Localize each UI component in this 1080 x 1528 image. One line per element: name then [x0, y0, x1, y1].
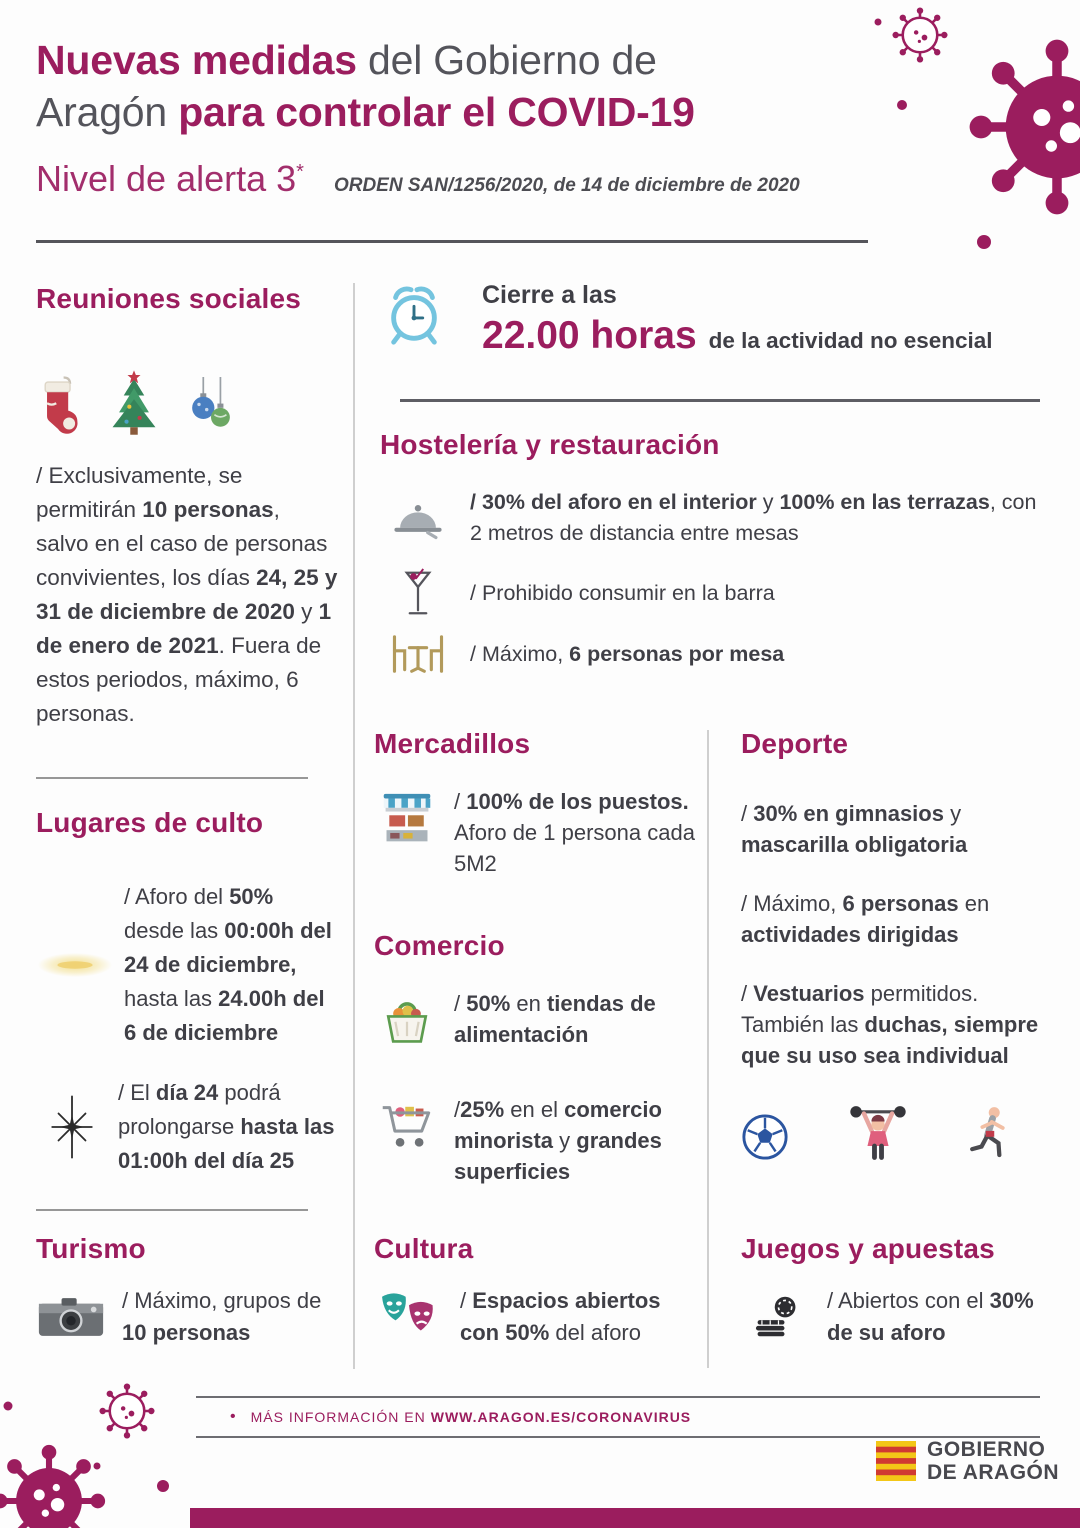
- section-title-comercio: Comercio: [374, 930, 505, 961]
- christmas-tree-icon: [106, 369, 162, 437]
- comercio-item-text: /25% en el comercio minorista y grandes superficies: [454, 1097, 662, 1184]
- section-turismo: [36, 1233, 338, 1349]
- hosteleria-item-text: / Máximo, 6 personas por mesa: [470, 641, 785, 666]
- header-divider: [36, 240, 868, 243]
- hosteleria-item: [380, 487, 1042, 549]
- camera-icon: [36, 1294, 106, 1340]
- left-divider-1: [36, 777, 308, 779]
- closure-line2: [482, 314, 993, 358]
- ornaments-icon: [186, 377, 236, 437]
- closure-line1: Cierre a las: [482, 281, 617, 309]
- soccer-ball-icon: [741, 1113, 789, 1161]
- left-column: [36, 283, 338, 1211]
- sports-icons-row: [741, 1103, 1013, 1161]
- section-title-hosteleria: Hostelería y restauración: [380, 429, 720, 460]
- christmas-icons-row: [36, 335, 338, 437]
- logo-line-1: GOBIERNO: [927, 1438, 1046, 1461]
- table-chairs-icon: [380, 633, 456, 675]
- logo-line-2: DE ARAGÓN: [927, 1461, 1060, 1484]
- turismo-item-text: / Máximo, grupos de 10 personas: [122, 1288, 322, 1345]
- juegos-item: [741, 1285, 1053, 1349]
- comercio-item: [374, 1094, 698, 1187]
- left-divider-2: [36, 1209, 308, 1211]
- comercio-item: [374, 988, 698, 1058]
- alert-level: Nivel de alerta 3*: [36, 158, 304, 199]
- section-title-reuniones-sociales: Reuniones sociales: [36, 283, 302, 314]
- deporte-item-text: / Vestuarios permitidos. También las duchas, siempre que su uso sea individual: [741, 981, 1039, 1068]
- section-title-juegos: Juegos y apuestas: [741, 1233, 995, 1264]
- vertical-divider-1: [353, 283, 355, 1369]
- title-line-1: Nuevas medidas del Gobierno de: [36, 37, 657, 83]
- closure-suffix: de la actividad no esencial: [708, 328, 993, 353]
- banner-divider: [400, 399, 1040, 402]
- footer-info-text: MÁS INFORMACIÓN EN: [250, 1409, 426, 1425]
- star-icon: [36, 1094, 108, 1160]
- virus-decoration-top-right: [862, 0, 1080, 278]
- sun-glow-icon: [36, 944, 114, 986]
- hosteleria-item: [380, 565, 1042, 621]
- closure-time: 22.00 horas: [482, 314, 697, 357]
- order-reference: ORDEN SAN/1256/2020, de 14 de diciembre de 2020: [333, 175, 800, 196]
- culto-item: [36, 879, 338, 1051]
- mercadillos-item-text: / 100% de los puestos. Aforo de 1 persona cada 5M2: [454, 789, 695, 876]
- culto-item: [36, 1075, 338, 1179]
- cocktail-icon: [380, 565, 456, 621]
- stocking-icon: [36, 375, 82, 437]
- deporte-item-text: / 30% en gimnasios y mascarilla obligatoria: [741, 801, 968, 857]
- section-hosteleria: [380, 429, 1042, 675]
- culto-item-text: / Aforo del 50% desde las 00:00h del 24 de diciembre, hasta las 24.00h del 6 de diciembre: [124, 884, 332, 1045]
- poker-chips-icon: [741, 1294, 811, 1340]
- section-title-turismo: Turismo: [36, 1233, 146, 1264]
- weightlifting-icon: [848, 1103, 908, 1161]
- section-cultura: [374, 1233, 698, 1349]
- turismo-item: [36, 1285, 338, 1349]
- cultura-item: [374, 1285, 698, 1349]
- section-title-deporte: Deporte: [741, 728, 849, 759]
- hosteleria-item-text: / 30% del aforo en el interior y 100% en las terrazas, con 2 metros de distancia entre mesas: [470, 490, 1037, 545]
- coronavirus-url-link[interactable]: WWW.ARAGON.ES/CORONAVIRUS: [430, 1409, 692, 1425]
- bottom-accent-bar: [190, 1508, 1080, 1528]
- cultura-item-text: / Espacios abiertos con 50% del aforo: [460, 1288, 661, 1345]
- aragon-flag-icon: [876, 1441, 916, 1481]
- shopping-cart-icon: [374, 1094, 440, 1150]
- running-icon: [967, 1105, 1013, 1161]
- reuniones-sociales-text: / Exclusivamente, se permitirán 10 personas, salvo en el caso de personas convivientes, los días 24, 25 y 31 de diciembre de 2020 y 1 de enero de 2021. Fuera de estos periodos, máximo, 6 personas.: [36, 463, 338, 726]
- hosteleria-item: [380, 633, 1042, 675]
- juegos-item-text: / Abiertos con el 30% de su aforo: [827, 1288, 1034, 1345]
- alert-level-row: [36, 158, 800, 200]
- section-title-lugares-de-culto: Lugares de culto: [36, 807, 264, 838]
- section-title-mercadillos: Mercadillos: [374, 728, 531, 759]
- section-title-cultura: Cultura: [374, 1233, 474, 1264]
- hosteleria-item-text: / Prohibido consumir en la barra: [470, 580, 775, 605]
- grocery-basket-icon: [374, 988, 440, 1046]
- market-stall-icon: [374, 786, 440, 846]
- gobierno-de-aragon-logo: [876, 1438, 1059, 1484]
- middle-column: [374, 728, 698, 1187]
- page-title: [36, 34, 800, 138]
- right-column: [741, 728, 1043, 1161]
- theater-masks-icon: [374, 1291, 444, 1343]
- footer-info-bar: [196, 1396, 1040, 1438]
- virus-decoration-bottom-left: [0, 1378, 190, 1528]
- closure-text: [482, 281, 993, 358]
- deporte-item-text: / Máximo, 6 personas en actividades dirigidas: [741, 891, 990, 947]
- logo-text: [927, 1438, 1059, 1484]
- footer-bullet: •: [230, 1408, 237, 1425]
- alarm-clock-icon: [382, 281, 446, 349]
- vertical-divider-2: [707, 730, 709, 1368]
- comercio-item-text: / 50% en tiendas de alimentación: [454, 991, 656, 1047]
- serving-dish-icon: [380, 496, 456, 540]
- header: [36, 34, 800, 200]
- mercadillos-item: [374, 786, 698, 886]
- closure-banner: [382, 281, 993, 358]
- title-line-2: Aragón para controlar el COVID-19: [36, 89, 695, 135]
- culto-item-text: / El día 24 podrá prolongarse hasta las 01:00h del día 25: [118, 1080, 335, 1173]
- section-juegos-y-apuestas: [741, 1233, 1053, 1349]
- footnote-mark: *: [296, 161, 304, 183]
